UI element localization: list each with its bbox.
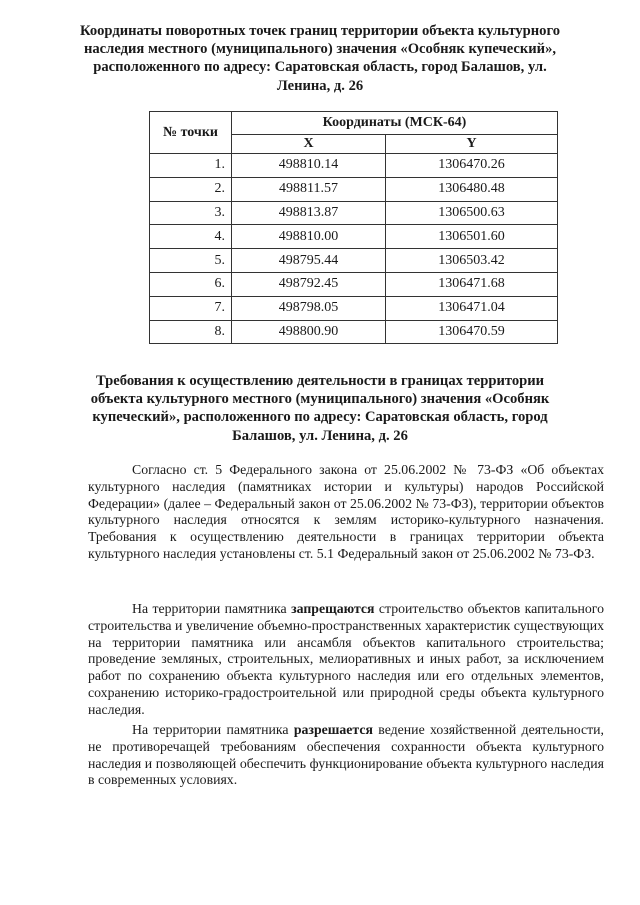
paragraph-prohibitions	[88, 601, 604, 719]
point-number: 1.	[150, 154, 232, 178]
coord-x: 498800.90	[232, 320, 386, 344]
coord-x: 498795.44	[232, 249, 386, 273]
paragraph-legal-basis: Согласно ст. 5 Федерального закона от 25.06.2002 № 73-ФЗ «Об объектах культурного наследия (памятниках истории и культуры) народов Российской Федерации» (далее – Федеральный закон от 25.06.2002 № 73-ФЗ), территории объектов культурного наследия относятся к землям историко-культурного назначения. Требования к осуществлению деятельности в границах территории объекта культурного наследия установлены ст. 5.1 Федеральный закон от 25.06.2002 № 73-ФЗ.	[88, 462, 604, 561]
permitted-keyword: разрешается	[293, 722, 373, 737]
coord-x: 498792.45	[232, 272, 386, 296]
document-title: Координаты поворотных точек границ территории объекта культурного наследия местного (муниципального) значения «Особняк купеческий», расположенного по адресу: Саратовская область, город Балашов, ул. Ленина, д. 26	[79, 23, 561, 94]
coord-y: 1306501.60	[386, 225, 558, 249]
column-header-coordinates: Координаты (МСК-64)	[232, 112, 558, 135]
coord-x: 498798.05	[232, 296, 386, 320]
point-number: 2.	[150, 177, 232, 201]
table-row	[150, 249, 558, 273]
table-row	[150, 177, 558, 201]
table-row	[150, 225, 558, 249]
table-row	[150, 272, 558, 296]
coord-y: 1306503.42	[386, 249, 558, 273]
point-number: 7.	[150, 296, 232, 320]
column-header-x: X	[232, 135, 386, 154]
point-number: 6.	[150, 272, 232, 296]
paragraph-text: строительство объектов капитального строительства и увеличение объемно-пространственных характеристик существующих на территории памятника или ансамбля объектов капитального строительства; проведение земляных, строительных, мелиоративных и иных работ, за исключением работ по сохранению объекта культурного наследия или его отдельных элементов, сохранению историко-градостроительной или природной среды объекта культурного наследия.	[88, 601, 604, 717]
coord-y: 1306471.68	[386, 272, 558, 296]
point-number: 3.	[150, 201, 232, 225]
coord-y: 1306480.48	[386, 177, 558, 201]
point-number: 4.	[150, 225, 232, 249]
paragraph-text: ведение хозяйственной деятельности, не противоречащей требованиям обеспечения сохранности объекта культурного наследия и позволяющей обеспечить функционирование объекта культурного наследия в современных условиях.	[88, 722, 604, 788]
prohibited-keyword: запрещаются	[291, 601, 375, 616]
coord-x: 498810.00	[232, 225, 386, 249]
point-number: 5.	[150, 249, 232, 273]
column-header-point-number: № точки	[150, 112, 232, 154]
point-number: 8.	[150, 320, 232, 344]
paragraph-text: На территории памятника	[132, 722, 294, 737]
coord-y: 1306471.04	[386, 296, 558, 320]
column-header-y: Y	[386, 135, 558, 154]
coord-y: 1306470.59	[386, 320, 558, 344]
table-row	[150, 320, 558, 344]
coord-y: 1306470.26	[386, 154, 558, 178]
paragraph-text: На территории памятника	[132, 601, 292, 616]
coord-x: 498813.87	[232, 201, 386, 225]
coordinates-table	[149, 111, 558, 344]
coord-y: 1306500.63	[386, 201, 558, 225]
paragraph-permissions	[88, 722, 604, 789]
table-row	[150, 201, 558, 225]
coord-x: 498811.57	[232, 177, 386, 201]
table-row	[150, 296, 558, 320]
coord-x: 498810.14	[232, 154, 386, 178]
table-row	[150, 154, 558, 178]
requirements-heading: Требования к осуществлению деятельности в границах территории объекта культурного местного (муниципального) значения «Особняк купеческий», расположенного по адресу: Саратовская область, город Балашов, ул. Ленина, д. 26	[90, 373, 550, 444]
